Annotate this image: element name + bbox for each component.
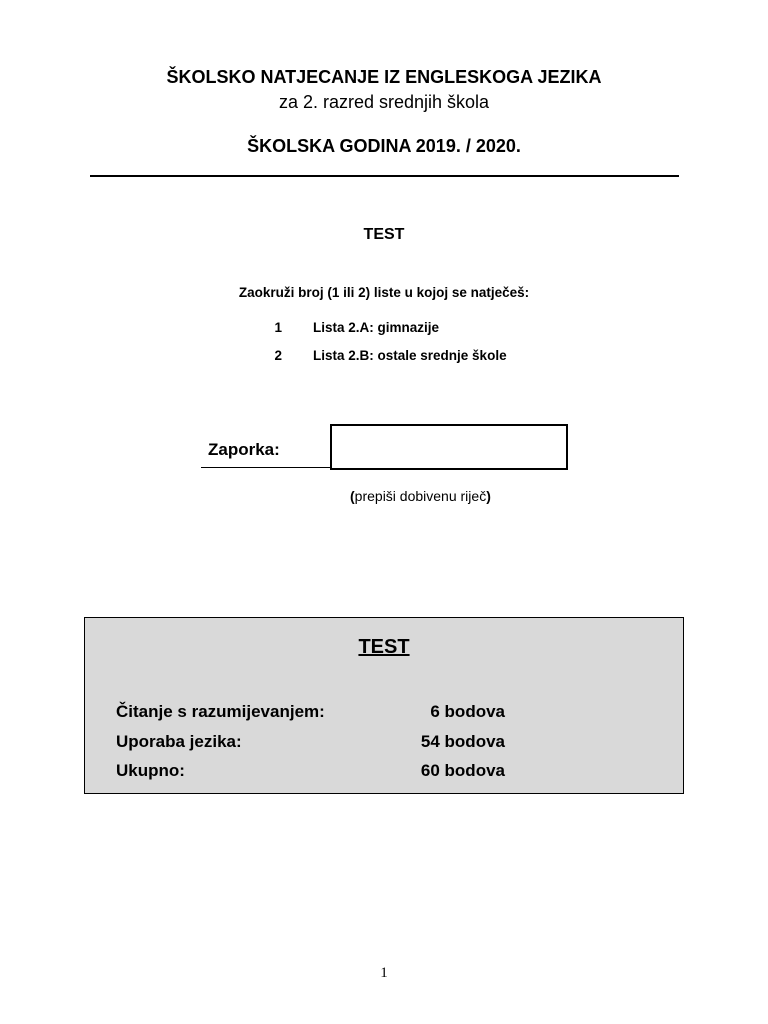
- list-option-number[interactable]: 1: [274, 320, 282, 335]
- school-year: ŠKOLSKA GODINA 2019. / 2020.: [247, 136, 521, 156]
- list-option-label: Lista 2.A: gimnazije: [313, 320, 440, 335]
- note-text: prepiši dobivenu riječ: [354, 488, 487, 504]
- score-row-value: 54 bodova: [420, 732, 505, 751]
- score-row-label: Uporaba jezika:: [116, 732, 242, 751]
- document-title: ŠKOLSKO NATJECANJE IZ ENGLESKOGA JEZIKA: [166, 67, 602, 87]
- score-row-value: 60 bodova: [420, 761, 505, 780]
- list-option-label: Lista 2.B: ostale srednje škole: [313, 348, 507, 363]
- score-row-label: Ukupno:: [116, 761, 185, 780]
- score-box-title: TEST: [358, 636, 410, 658]
- zaporka-label: Zaporka:: [208, 440, 280, 459]
- score-row-value: 6 bodova: [430, 702, 505, 721]
- note-close-paren: ): [486, 488, 491, 504]
- test-heading: TEST: [363, 226, 405, 243]
- zaporka-underline: [201, 467, 331, 468]
- list-instruction: Zaokruži broj (1 ili 2) liste u kojoj se natječeš:: [238, 285, 530, 300]
- zaporka-note: [350, 488, 491, 504]
- list-option-number[interactable]: 2: [274, 348, 282, 363]
- document-subtitle: za 2. razred srednjih škola: [278, 92, 490, 112]
- page-number: 1: [380, 965, 388, 981]
- note-open-paren: (: [350, 488, 355, 504]
- score-row-label: Čitanje s razumijevanjem:: [116, 702, 325, 721]
- header-divider: [90, 175, 679, 177]
- zaporka-field[interactable]: [330, 424, 568, 470]
